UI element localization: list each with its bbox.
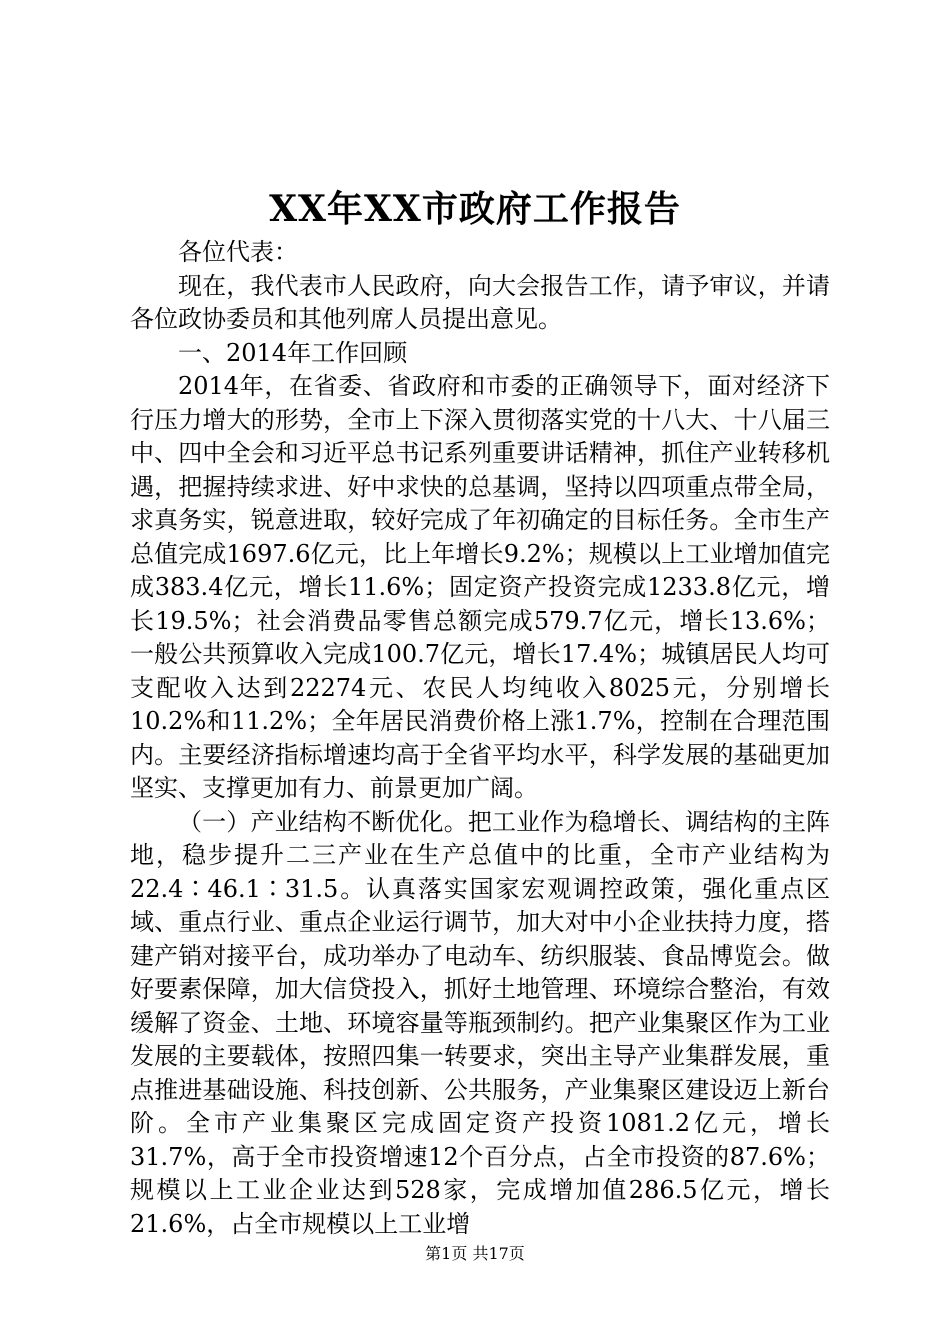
paragraph-industry: （一）产业结构不断优化。把工业作为稳增长、调结构的主阵地，稳步提升二三产业在生产总值中的比重，全市产业结构为22.4∶46.1∶31.5。认真落实国家宏观调控政策，强化重点区域、重点行业、重点企业运行调节，加大对中小企业扶持力度，搭建产销对接平台，成功举办了电动车、纺织服装、食品博览会。做好要素保障，加大信贷投入，抓好土地管理、环境综合整治，有效缓解了资金、土地、环境容量等瓶颈制约。把产业集聚区作为工业发展的主要载体，按照四集一转要求，突出主导产业集群发展，重点推进基础设施、科技创新、公共服务，产业集聚区建设迈上新台阶。全市产业集聚区完成固定资产投资1081.2亿元，增长31.7%，高于全市投资增速12个百分点，占全市投资的87.6%；规模以上工业企业达到528家，完成增加值286.5亿元，增长21.6%，占全市规模以上工业增 bbox=[130, 807, 830, 1238]
document-title: XX年XX市政府工作报告 bbox=[269, 188, 681, 230]
document-body bbox=[130, 236, 830, 1241]
salutation: 各位代表： bbox=[178, 238, 298, 266]
page-footer: 第1页 共17页 bbox=[425, 1244, 525, 1263]
section-heading: 一、2014年工作回顾 bbox=[178, 338, 408, 367]
paragraph-review: 2014年，在省委、省政府和市委的正确领导下，面对经济下行压力增大的形势，全市上下深入贯彻落实党的十八大、十八届三中、四中全会和习近平总书记系列重要讲话精神，抓住产业转移机遇，把握持续求进、好中求快的总基调，坚持以四项重点带全局，求真务实，锐意进取，较好完成了年初确定的目标任务。全市生产总值完成1697.6亿元，比上年增长9.2%；规模以上工业增加值完成383.4亿元，增长11.6%；固定资产投资完成1233.8亿元，增长19.5%；社会消费品零售总额完成579.7亿元，增长13.6%；一般公共预算收入完成100.7亿元，增长17.4%；城镇居民人均可支配收入达到22274元、农民人均纯收入8025元，分别增长10.2%和11.2%；全年居民消费价格上涨1.7%，控制在合理范围内。主要经济指标增速均高于全省平均水平，科学发展的基础更加坚实、支撑更加有力、前景更加广阔。 bbox=[130, 372, 830, 802]
paragraph-intro: 现在，我代表市人民政府，向大会报告工作，请予审议，并请各位政协委员和其他列席人员提出意见。 bbox=[130, 271, 830, 333]
